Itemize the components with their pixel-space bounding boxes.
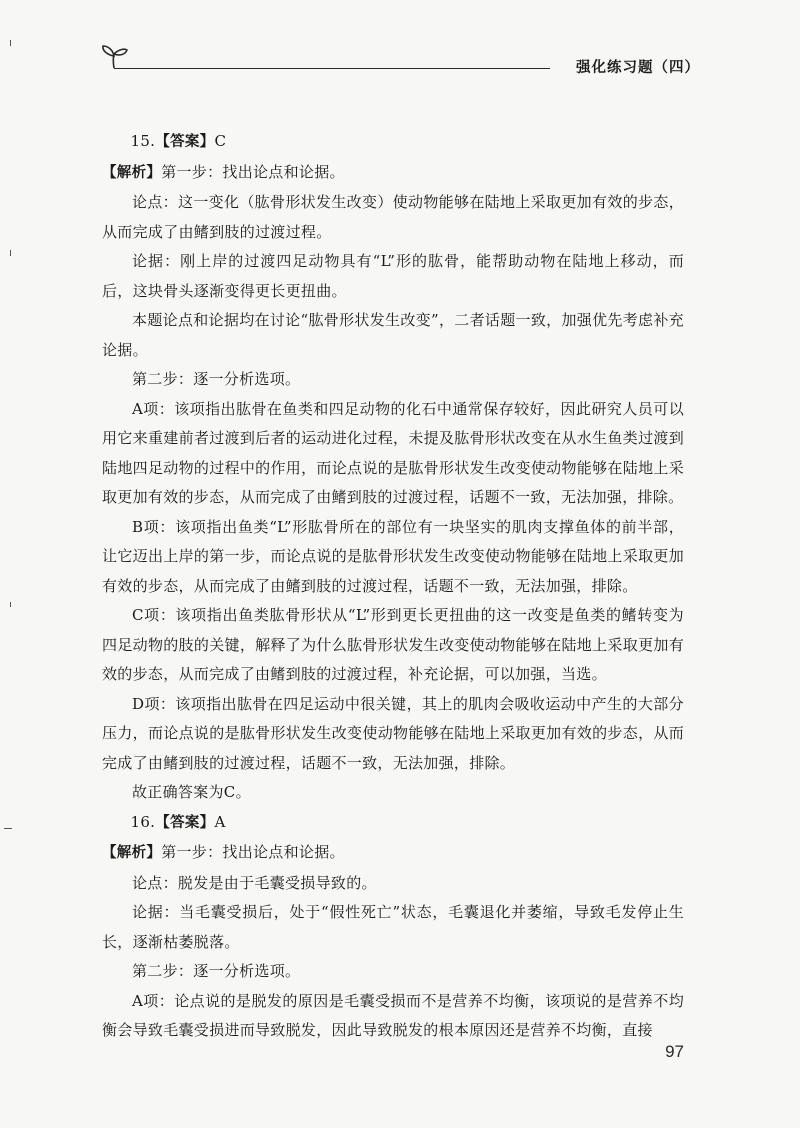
- answer-value: A: [214, 812, 226, 831]
- header-title: 强化练习题（四）: [576, 60, 700, 76]
- page-body: [102, 127, 684, 1046]
- margin-mark: [10, 602, 11, 607]
- step-text: 第一步：找出论点和论据。: [161, 843, 345, 861]
- q15-analysis-step1: [102, 158, 684, 189]
- q15-conclusion: 故正确答案为C。: [132, 783, 251, 801]
- answer-tag: 【答案】: [155, 134, 215, 150]
- question-number: 16.: [130, 812, 156, 831]
- step-text: 第一步：找出论点和论据。: [161, 162, 345, 181]
- q16-analysis-step1: [102, 838, 684, 869]
- q15-option-b: B项：该项指出鱼类“L”形肱骨所在的部位有一块坚实的肌肉支撑鱼体的前半部，让它迈出上岸的第一步，而论点说的是肱骨形状发生改变使动物能够在陆地上采取更加有效的步态，从而完成了由鳍到肢的过渡过程，话题不一致，无法加强，排除。: [102, 517, 684, 595]
- answer-value: C: [214, 132, 227, 150]
- q16-step2: 第二步：逐一分析选项。: [132, 962, 301, 980]
- q16-thesis: 论点：脱发是由于毛囊受损导致的。: [132, 873, 377, 892]
- margin-mark: [4, 828, 12, 829]
- question-number: 15.: [130, 132, 156, 150]
- page-number: 97: [665, 1042, 684, 1061]
- q15-thesis: 论点：这一变化（肱骨形状发生改变）使动物能够在陆地上采取更加有效的步态，从而完成了由鳍到肢的过渡过程。: [102, 193, 684, 241]
- answer-tag: 【答案】: [155, 814, 215, 831]
- q15-answer-line: [102, 127, 684, 158]
- q15-option-a: A项：该项指出肱骨在鱼类和四足动物的化石中通常保存较好，因此研究人员可以用它来重建前者过渡到后者的运动进化过程，未提及肱骨形状改变在从水生鱼类过渡到陆地四足动物的过程中的作用，而论点说的是肱骨形状发生改变使动物能够在陆地上采取更加有效的步态，从而完成了由鳍到肢的过渡过程，话题不一致，无法加强，排除。: [102, 399, 684, 506]
- analysis-tag: 【解析】: [102, 164, 162, 181]
- q16-option-a: A项：论点说的是脱发的原因是毛囊受损而不是营养不均衡，该项说的是营养不均衡会导致毛囊受损进而导致脱发，因此导致脱发的根本原因还是营养不均衡，直接: [102, 991, 684, 1039]
- running-header: [96, 40, 700, 80]
- q15-option-c: C项：该项指出鱼类肱骨形状从“L”形到更长更扭曲的这一改变是鱼类的鳍转变为四足动物的肢的关键，解释了为什么肱骨形状发生改变使动物能够在陆地上采取更加有效的步态，从而完成了由鳍到肢的过渡过程，补充论据，可以加强，当选。: [102, 606, 684, 683]
- q15-step2: 第二步：逐一分析选项。: [132, 370, 301, 388]
- q15-evidence: 论据：刚上岸的过渡四足动物具有“L”形的肱骨，能帮助动物在陆地上移动，而后，这块骨头逐渐变得更长更扭曲。: [102, 252, 684, 300]
- analysis-tag: 【解析】: [102, 845, 162, 861]
- q15-summary: 本题论点和论据均在讨论“肱骨形状发生改变”，二者话题一致，加强优先考虑补充论据。: [102, 311, 684, 359]
- q15-option-d: D项：该项指出肱骨在四足运动中很关键，其上的肌肉会吸收运动中产生的大部分压力，而论点说的是肱骨形状发生改变使动物能够在陆地上采取更加有效的步态，从而完成了由鳍到肢的过渡过程，话题不一致，无法加强，排除。: [102, 694, 684, 772]
- q16-evidence: 论据：当毛囊受损后，处于“假性死亡”状态，毛囊退化并萎缩，导致毛发停止生长，逐渐枯萎脱落。: [102, 903, 684, 951]
- margin-mark: [10, 250, 11, 256]
- header-rule: [114, 68, 550, 69]
- q16-answer-line: [102, 808, 684, 839]
- margin-mark: [10, 40, 11, 46]
